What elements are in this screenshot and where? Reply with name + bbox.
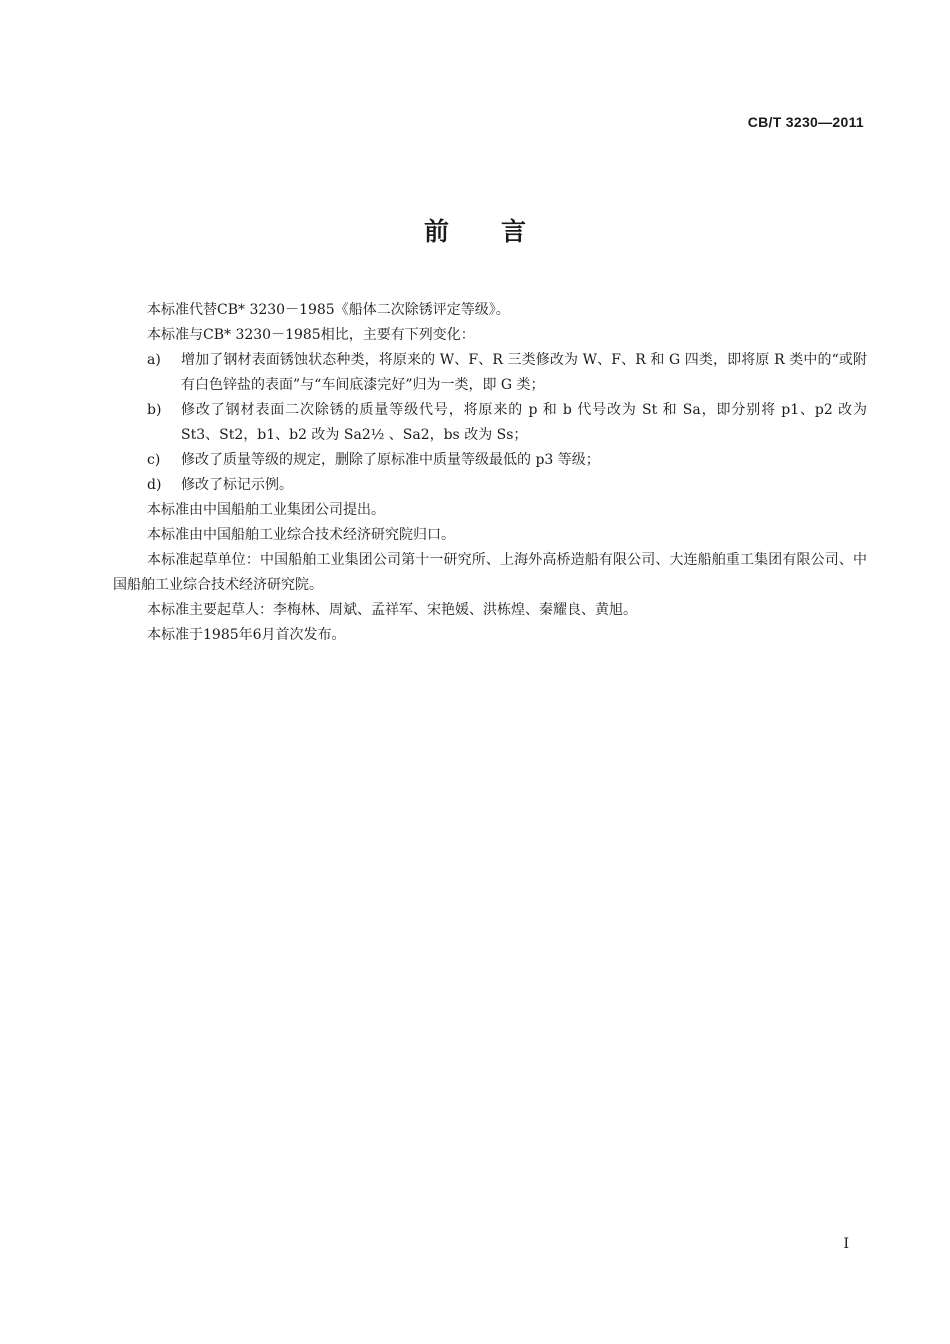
proposer-statement: 本标准由中国船舶工业集团公司提出。 <box>147 502 385 518</box>
changes-intro: 本标准与CB* 3230－1985相比，主要有下列变化： <box>147 327 475 343</box>
page-number: I <box>843 1236 849 1252</box>
list-item-text: 修改了钢材表面二次除锈的质量等级代号，将原来的 p 和 b 代号改为 St 和 Sa，即分别将 p1、p2 改为 St3、St2，b1、b2 改为 Sa2½ 、Sa2，bs 改为 Ss； <box>181 402 867 443</box>
page-title: 前言 <box>423 217 578 246</box>
list-marker: a) <box>147 352 161 368</box>
foreword-body <box>113 298 867 648</box>
change-item-c <box>113 448 867 473</box>
change-item-b <box>113 398 867 448</box>
change-item-a <box>113 348 867 398</box>
standard-code: CB/T 3230—2011 <box>747 114 864 130</box>
list-marker: b) <box>147 402 162 418</box>
release-history: 本标准于1985年6月首次发布。 <box>147 627 346 643</box>
list-marker: d) <box>147 477 162 493</box>
list-item-text: 修改了质量等级的规定，删除了原标准中质量等级最低的 p3 等级； <box>181 452 600 468</box>
replacement-statement: 本标准代替CB* 3230－1985《船体二次除锈评定等级》。 <box>147 302 510 318</box>
list-marker: c) <box>147 452 161 468</box>
drafting-units: 本标准起草单位：中国船舶工业集团公司第十一研究所、上海外高桥造船有限公司、大连船舶重工集团有限公司、中国船舶工业综合技术经济研究院。 <box>113 552 867 593</box>
list-item-text: 增加了钢材表面锈蚀状态种类，将原来的 W、F、R 三类修改为 W、F、R 和 G 四类，即将原 R 类中的“或附有白色锌盐的表面”与“车间底漆完好”归为一类，即 G 类； <box>181 352 867 393</box>
management-statement: 本标准由中国船舶工业综合技术经济研究院归口。 <box>147 527 455 543</box>
list-item-text: 修改了标记示例。 <box>181 477 293 493</box>
change-item-d <box>113 473 867 498</box>
drafters: 本标准主要起草人：李梅林、周斌、孟祥军、宋艳媛、洪栋煌、秦耀良、黄旭。 <box>147 602 637 618</box>
